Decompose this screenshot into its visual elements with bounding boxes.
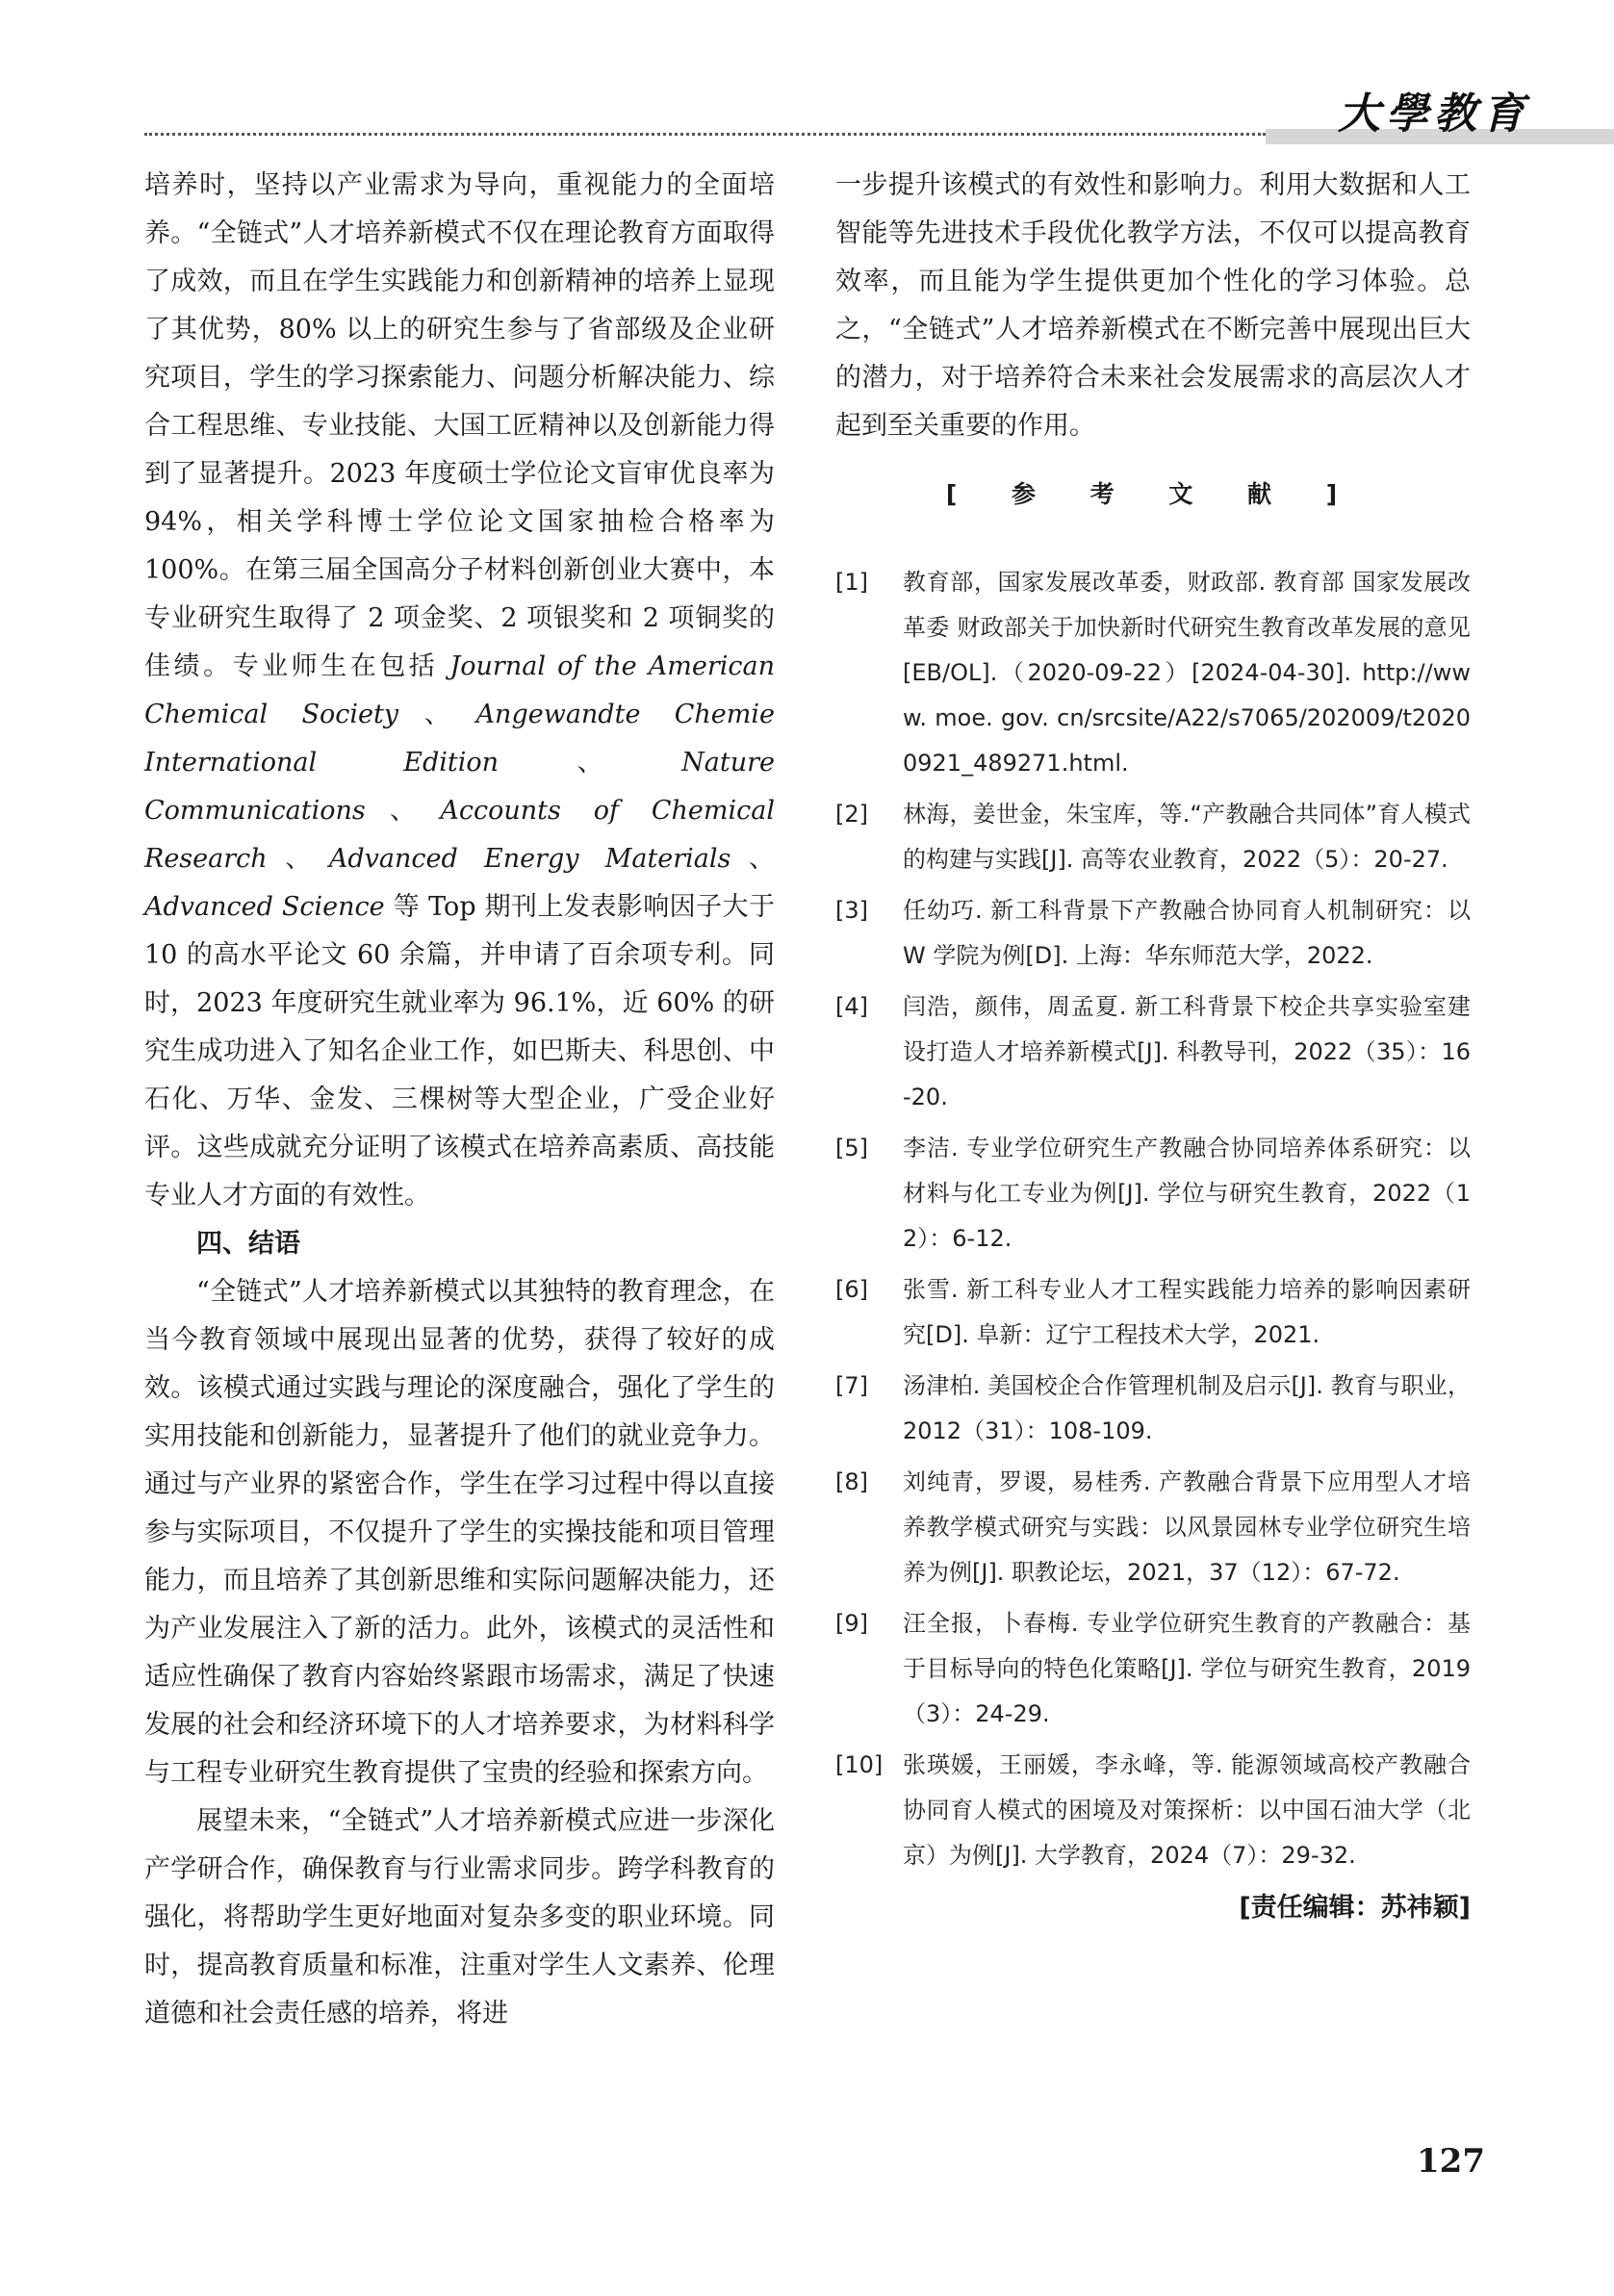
reference-number: [7]	[835, 1372, 868, 1399]
reference-text: 张瑛媛，王丽媛，李永峰，等. 能源领域高校产教融合协同育人模式的困境及对策探析：以中国石油大学（北京）为例[J]. 大学教育，2024（7）：29-32.	[903, 1751, 1471, 1869]
header-dotted-rule	[144, 133, 1266, 136]
reference-text: 林海，姜世金，朱宝库，等.“产教融合共同体”育人模式的构建与实践[J]. 高等农业教育，2022（5）：20-27.	[903, 801, 1471, 873]
reference-item	[835, 1267, 1471, 1358]
reference-text: 任幼巧. 新工科背景下产教融合协同育人机制研究：以 W 学院为例[D]. 上海：华东师范大学，2022.	[903, 897, 1471, 969]
reference-number: [3]	[835, 897, 868, 924]
reference-text: 张雪. 新工科专业人才工程实践能力培养的影响因素研究[D]. 阜新：辽宁工程技术大学，2021.	[903, 1276, 1471, 1348]
paragraph-text: 培养时，坚持以产业需求为导向，重视能力的全面培养。“全链式”人才培养新模式不仅在理论教育方面取得了成效，而且在学生实践能力和创新精神的培养上显现了其优势，80% 以上的研究生参与了省部级及企业研究项目，学生的学习探索能力、问题分析解决能力、综合工程思维、专业技能、大国工匠精神以及创新能力得到了显著提升。2023 年度硕士学位论文盲审优良率为 94%，相关学科博士学位论文国家抽检合格率为 100%。在第三届全国高分子材料创新创业大赛中，本专业研究生取得了 2 项金奖、2 项银奖和 2 项铜奖的佳绩。专业师生在包括	[144, 170, 775, 681]
journal-name: Advanced Science	[144, 892, 385, 922]
reference-text: 李洁. 专业学位研究生产教融合协同培养体系研究：以材料与化工专业为例[J]. 学位与研究生教育，2022（12）：6-12.	[903, 1135, 1471, 1252]
right-column	[835, 162, 1471, 1924]
paragraph-text: 等 Top 期刊上发表影响因子大于 10 的高水平论文 60 余篇，并申请了百余项专利。同时，2023 年度研究生就业率为 96.1%，近 60% 的研究生成功进入了知名企业工作，如巴斯夫、科思创、中石化、万华、金发、三棵树等大型企业，广受企业好评。这些成就充分证明了该模式在培养高素质、高技能专业人才方面的有效性。	[144, 892, 775, 1211]
body-paragraph: 一步提升该模式的有效性和影响力。利用大数据和人工智能等先进技术手段优化教学方法，不仅可以提高教育效率，而且能为学生提供更加个性化的学习体验。总之，“全链式”人才培养新模式在不断完善中展现出巨大的潜力，对于培养符合未来社会发展需求的高层次人才起到至关重要的作用。	[835, 170, 1471, 441]
reference-number: [10]	[835, 1751, 884, 1778]
journal-name: Journal of the American Chemical Society	[144, 651, 775, 729]
reference-list	[835, 560, 1471, 1878]
journal-name: Accounts of Chemical Research	[144, 796, 776, 874]
left-column	[144, 162, 775, 2038]
journal-name: Advanced Energy Materials	[328, 844, 731, 874]
body-paragraph: 展望未来，“全链式”人才培养新模式应进一步深化产学研合作，确保教育与行业需求同步。跨学科教育的强化，将帮助学生更好地面对复杂多变的职业环境。同时，提高教育质量和标准，注重对学生人文素养、伦理道德和社会责任感的培养，将进	[144, 1806, 775, 2028]
reference-number: [1]	[835, 569, 868, 596]
responsible-editor: [责任编辑：苏祎颖]	[1239, 1893, 1471, 1923]
journal-name: Angewandte Chemie International Edition	[144, 700, 776, 778]
reference-item	[835, 1601, 1471, 1737]
journal-name: Nature Communications	[144, 748, 776, 826]
references-heading: [ 参 考 文 献 ]	[945, 480, 1361, 508]
body-paragraph: 培养时，坚持以产业需求为导向，重视能力的全面培养。“全链式”人才培养新模式不仅在理论教育方面取得了成效，而且在学生实践能力和创新精神的培养上显现了其优势，80% 以上的研究生参与了省部级及企业研究项目，学生的学习探索能力、问题分析解决能力、综合工程思维、专业技能、大国工匠精神以及创新能力得到了显著提升。2023 年度硕士学位论文盲审优良率为 94%，相关学科博士学位论文国家抽检合格率为 100%。在第三届全国高分子材料创新创业大赛中，本专业研究生取得了 2 项金奖、2 项银奖和 2 项铜奖的佳绩。专业师生在包括 Journal of the American Chemical Society、Angewandte Chemie International Edition、Nature Communications、Accounts of Chemical Research、Advanced Energy Materials、Advanced Science 等 Top 期刊上发表影响因子大于 10 的高水平论文 60 余篇，并申请了百余项专利。同时，2023 年度研究生就业率为 96.1%，近 60% 的研究生成功进入了知名企业工作，如巴斯夫、科思创、中石化、万华、金发、三棵树等大型企业，广受企业好评。这些成就充分证明了该模式在培养高素质、高技能专业人才方面的有效性。	[144, 170, 776, 1211]
section-heading: 四、结语	[196, 1229, 300, 1259]
journal-logo: 大學教育	[1338, 89, 1530, 139]
reference-text: 刘纯青，罗谡，易桂秀. 产教融合背景下应用型人才培养教学模式研究与实践：以风景园林专业学位研究生培养为例[J]. 职教论坛，2021，37（12）：67-72.	[903, 1468, 1471, 1586]
reference-number: [4]	[835, 993, 868, 1020]
reference-item	[835, 560, 1471, 786]
reference-item	[835, 792, 1471, 882]
reference-number: [9]	[835, 1610, 868, 1637]
body-paragraph: “全链式”人才培养新模式以其独特的教育理念，在当今教育领域中展现出显著的优势，获得了较好的成效。该模式通过实践与理论的深度融合，强化了学生的实用技能和创新能力，显著提升了他们的就业竞争力。通过与产业界的紧密合作，学生在学习过程中得以直接参与实际项目，不仅提升了学生的实操技能和项目管理能力，而且培养了其创新思维和实际问题解决能力，还为产业发展注入了新的活力。此外，该模式的灵活性和适应性确保了教育内容始终紧跟市场需求，满足了快速发展的社会和经济环境下的人才培养要求，为材料科学与工程专业研究生教育提供了宝贵的经验和探索方向。	[144, 1277, 775, 1788]
reference-number: [5]	[835, 1135, 868, 1161]
reference-text: 教育部，国家发展改革委，财政部. 教育部 国家发展改革委 财政部关于加快新时代研究生教育改革发展的意见[EB/OL].（2020-09-22）[2024-04-30]. http://www. moe. gov. cn/srcsite/A22/s7065/202009/t20200921_489271.html.	[903, 569, 1471, 777]
reference-text: 汤津柏. 美国校企合作管理机制及启示[J]. 教育与职业，2012（31）：108-109.	[903, 1372, 1471, 1444]
reference-item	[835, 1460, 1471, 1595]
reference-item	[835, 888, 1471, 979]
reference-item	[835, 1126, 1471, 1262]
reference-item	[835, 1743, 1471, 1878]
reference-text: 闫浩，颜伟，周孟夏. 新工科背景下校企共享实验室建设打造人才培养新模式[J]. 科教导刊，2022（35）：16-20.	[903, 993, 1471, 1110]
reference-text: 汪全报，卜春梅. 专业学位研究生教育的产教融合：基于目标导向的特色化策略[J]. 学位与研究生教育，2019（3）：24-29.	[903, 1610, 1471, 1727]
reference-number: [8]	[835, 1468, 868, 1495]
reference-number: [2]	[835, 801, 868, 828]
reference-item	[835, 984, 1471, 1120]
reference-item	[835, 1364, 1471, 1454]
page-number: 127	[1417, 2142, 1485, 2181]
reference-number: [6]	[835, 1276, 868, 1303]
